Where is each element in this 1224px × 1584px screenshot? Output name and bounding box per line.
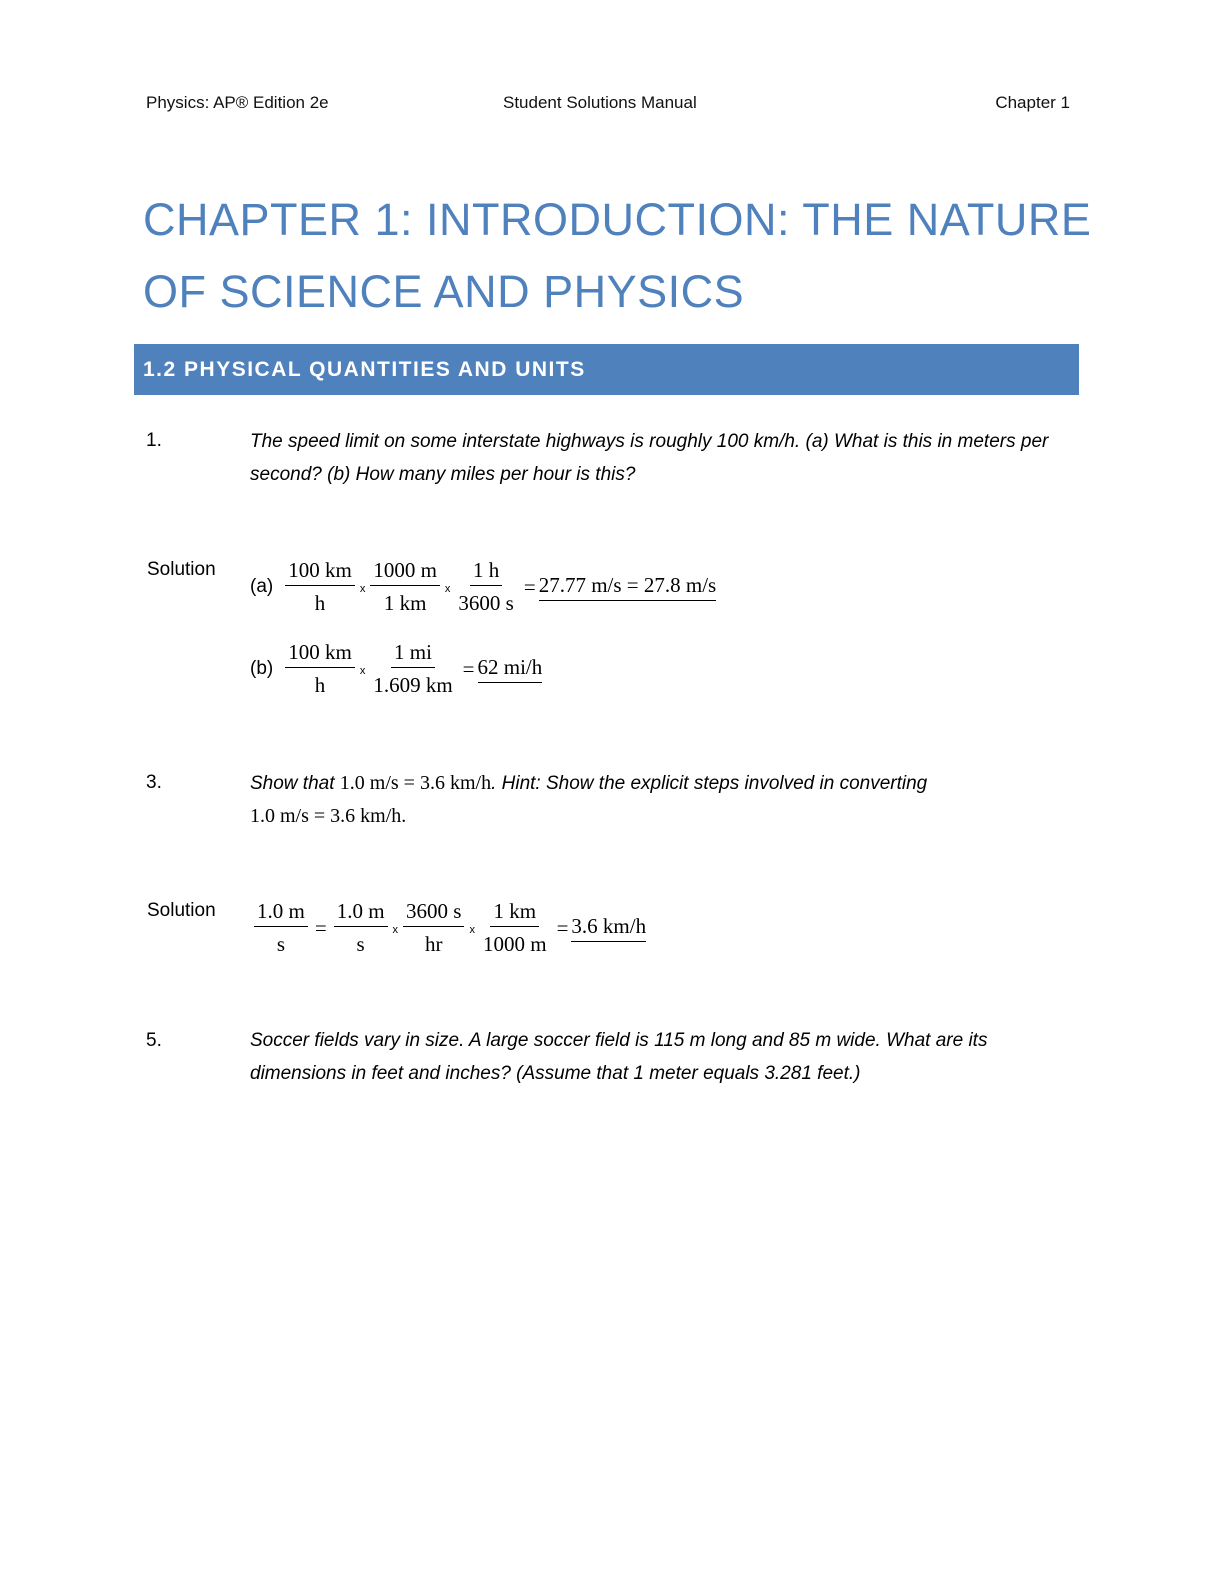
- numerator: 100 km: [285, 558, 355, 586]
- fraction: [334, 899, 388, 957]
- numerator: 1000 m: [370, 558, 440, 586]
- chapter-title: CHAPTER 1: INTRODUCTION: THE NATURE OF SCIENCE AND PHYSICS: [143, 194, 1092, 317]
- numerator: 1 h: [470, 558, 502, 586]
- problem-1-question: The speed limit on some interstate highways is roughly 100 km/h. (a) What is this in meters per second? (b) How many miles per hour is this?: [250, 431, 1049, 485]
- denominator: 1.609 km: [373, 673, 453, 697]
- question-math: 1.0 m/s = 3.6 km/h: [339, 772, 492, 794]
- denominator: h: [314, 673, 326, 697]
- times-sign: x: [359, 665, 366, 677]
- fraction: [370, 640, 455, 698]
- fraction: [480, 899, 550, 957]
- numerator: 1 km: [490, 899, 539, 927]
- section-heading: 1.2 PHYSICAL QUANTITIES AND UNITS: [134, 344, 1079, 395]
- equals-sign: =: [462, 656, 475, 681]
- part-b-result: 62 mi/h: [478, 655, 543, 683]
- fraction: [285, 640, 355, 698]
- question-text: . Hint: Show the explicit steps involved in converting: [491, 773, 928, 794]
- problem-3-number: 3.: [146, 772, 162, 793]
- denominator: 3600 s: [458, 591, 514, 615]
- question-text: Show that: [250, 773, 335, 794]
- question-text: .: [401, 805, 407, 827]
- times-sign: x: [359, 583, 366, 595]
- denominator: 1 km: [383, 591, 427, 615]
- fraction: [370, 558, 440, 616]
- question-math: 1.0 m/s = 3.6 km/h: [250, 805, 402, 827]
- fraction: [403, 899, 464, 957]
- equals-sign: =: [314, 915, 327, 940]
- denominator: s: [276, 932, 286, 956]
- denominator: s: [356, 932, 365, 956]
- equals-sign: =: [556, 915, 569, 940]
- numerator: 1 mi: [391, 640, 435, 668]
- header-chapter: Chapter 1: [995, 93, 1070, 112]
- problem-3-solution-label: Solution: [147, 900, 216, 921]
- times-sign: x: [444, 583, 451, 595]
- denominator: 1000 m: [482, 932, 547, 956]
- fraction: [455, 558, 516, 616]
- denominator: hr: [425, 932, 443, 956]
- problem-1-number: 1.: [146, 430, 162, 451]
- problem-3-question: [250, 767, 1080, 833]
- times-sign: x: [392, 924, 399, 936]
- problem-1-equation-a: [250, 558, 716, 616]
- numerator: 3600 s: [403, 899, 464, 927]
- numerator: 1.0 m: [254, 899, 308, 927]
- part-b-label: (b): [250, 658, 274, 679]
- numerator: 1.0 m: [334, 899, 388, 927]
- numerator: 100 km: [285, 640, 355, 668]
- problem-3-result: 3.6 km/h: [571, 914, 646, 942]
- problem-5-number: 5.: [146, 1030, 162, 1051]
- problem-1-solution-label: Solution: [147, 559, 216, 580]
- part-a-label: (a): [250, 576, 274, 597]
- part-a-result: 27.77 m/s = 27.8 m/s: [539, 573, 717, 601]
- fraction: [254, 899, 308, 957]
- header-book-title: Physics: AP® Edition 2e: [146, 93, 329, 112]
- times-sign: x: [469, 924, 475, 936]
- problem-1-equation-b: [250, 640, 542, 698]
- header-manual-title: Student Solutions Manual: [503, 93, 697, 112]
- problem-5-question: Soccer fields vary in size. A large soccer field is 115 m long and 85 m wide. What are its dimensions in feet and inches? (Assume that 1 meter equals 3.281 feet.): [250, 1030, 988, 1084]
- fraction: [285, 558, 355, 616]
- denominator: h: [314, 591, 326, 615]
- problem-3-equation: [250, 899, 646, 957]
- equals-sign: =: [523, 574, 536, 599]
